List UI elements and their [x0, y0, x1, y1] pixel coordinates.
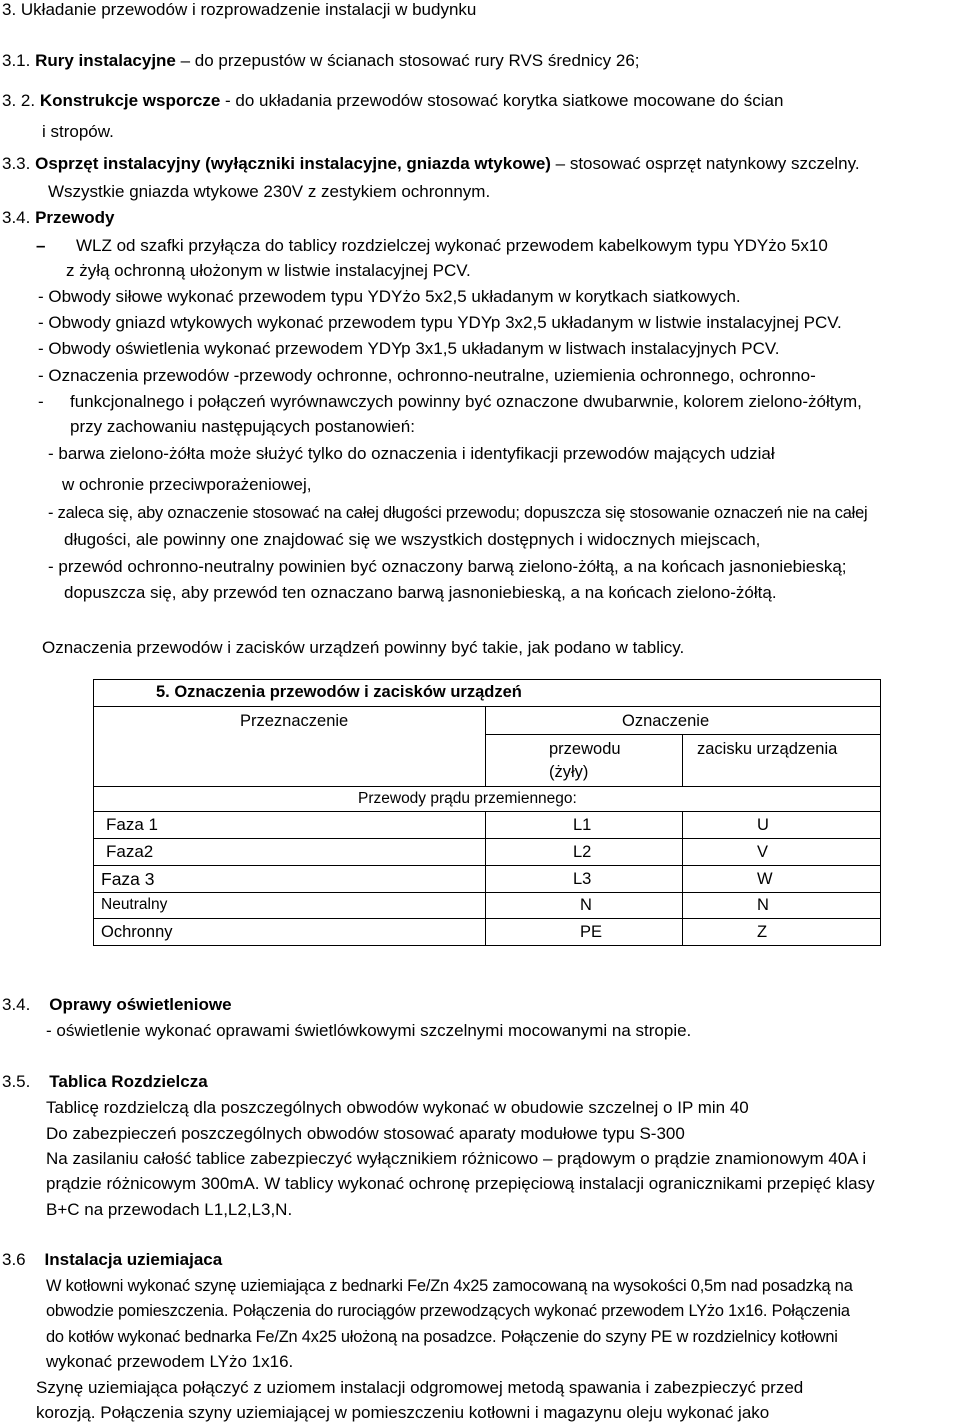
- row-wire: PE: [580, 923, 603, 941]
- section-heading: Rury instalacyjne: [35, 51, 176, 70]
- section-heading: Osprzęt instalacyjny (wyłączniki instalacyjne, gniazda wtykowe): [35, 154, 551, 173]
- text-line: korozją. Połączenia szyny uziemiającej w pomieszczeniu kotłowni i magazynu oleju wykonać jako: [36, 1403, 770, 1422]
- section-number: 3.1.: [2, 51, 31, 70]
- text-line: - Obwody oświetlenia wykonać przewodem YDYp 3x1,5 układanym w listwach instalacyjnych PCV.: [38, 339, 780, 358]
- row-term: N: [757, 896, 769, 914]
- row-name: Faza 3: [101, 869, 155, 889]
- section-3-4: [2, 208, 114, 228]
- section-3-5: [2, 1072, 208, 1092]
- col-header-zacisku: zacisku urządzenia: [697, 740, 838, 758]
- section-number: 3.5.: [2, 1072, 31, 1091]
- section-row-ac: Przewody prądu przemiennego:: [358, 790, 577, 807]
- text-line: - Obwody gniazd wtykowych wykonać przewodem typu YDYp 3x2,5 układanym w listwie instalacyjnej PCV.: [38, 313, 842, 332]
- section-text: - do układania przewodów stosować korytka siatkowe mocowane do ścian: [220, 91, 784, 110]
- section-heading: Oprawy oświetleniowe: [49, 995, 232, 1014]
- text-line: przy zachowaniu następujących postanowień:: [70, 417, 415, 436]
- row-wire: L2: [573, 843, 592, 861]
- text-line: - zaleca się, aby oznaczenie stosować na całej długości przewodu; dopuszcza się stosowanie oznaczeń nie na całej: [48, 504, 868, 522]
- section-number: 3.4.: [2, 995, 31, 1014]
- text-line: Szynę uziemiająca połączyć z uziomem instalacji odgromowej metodą spawania i zabezpieczyć przed: [36, 1378, 804, 1397]
- col-header-zyly: (żyły): [549, 763, 589, 781]
- col-header-przewodu: przewodu: [549, 740, 621, 758]
- text-line: Na zasilaniu całość tablice zabezpieczyć wyłącznikiem różnicowo – prądowym o prądzie znamionowym 40A i: [46, 1149, 867, 1168]
- text-line: dopuszcza się, aby przewód ten oznaczano barwą jasnoniebieską, a na końcach zielono-żółtą.: [64, 583, 777, 602]
- row-term: V: [757, 843, 769, 861]
- row-term: Z: [757, 923, 768, 941]
- text-line: - Obwody siłowe wykonać przewodem typu YDYżo 5x2,5 układanym w korytkach siatkowych.: [38, 287, 741, 306]
- section-3-title: 3. Układanie przewodów i rozprowadzenie instalacji w budynku: [2, 0, 477, 19]
- list-dash: -: [38, 392, 44, 411]
- col-header-przeznaczenie: Przeznaczenie: [240, 712, 349, 730]
- row-name: Ochronny: [101, 923, 173, 941]
- table-intro: Oznaczenia przewodów i zacisków urządzeń powinny być takie, jak podano w tablicy.: [42, 638, 685, 657]
- section-3-2: [2, 91, 783, 111]
- section-heading: Tablica Rozdzielcza: [49, 1072, 208, 1091]
- text-line: funkcjonalnego i połączeń wyrównawczych powinny być oznaczone dwubarwnie, kolorem zielono-żółtym,: [70, 392, 862, 411]
- section-3-2-cont: i stropów.: [42, 122, 114, 141]
- section-number: 3. 2.: [2, 91, 36, 110]
- section-3-6: [2, 1250, 222, 1270]
- section-3-3-cont: Wszystkie gniazda wtykowe 230V z zestykiem ochronnym.: [48, 182, 491, 201]
- row-wire: L1: [573, 816, 592, 834]
- text-line: - Oznaczenia przewodów -przewody ochronne, ochronno-neutralne, uziemienia ochronnego, ochronno-: [38, 366, 816, 385]
- list-dash: –: [36, 236, 46, 255]
- text-line: Do zabezpieczeń poszczególnych obwodów stosować aparaty modułowe typu S-300: [46, 1124, 685, 1143]
- row-name: Neutralny: [101, 896, 168, 913]
- section-heading: Instalacja uziemiajaca: [44, 1250, 223, 1269]
- text-line: W kotłowni wykonać szynę uziemiająca z bednarki Fe/Zn 4x25 zamocowaną na wysokości 0,5m nad posadzką na: [46, 1277, 853, 1295]
- section-3-1: [2, 51, 640, 71]
- text-line: prądzie różnicowym 300mA. W tablicy wykonać ochronę przepięciową instalacji ogranicznikami przepięć klasy: [46, 1174, 875, 1193]
- row-wire: N: [580, 896, 592, 914]
- row-term: U: [757, 816, 769, 834]
- text-line: do kotłów wykonać bednarka Fe/Zn 4x25 ułożoną na posadzce. Połączenie do szyny PE w rozdzielnicy kotłowni: [46, 1328, 838, 1346]
- row-term: W: [757, 870, 773, 888]
- text-line: długości, ale powinny one znajdować się we wszystkich dostępnych i widocznych miejscach,: [64, 530, 761, 549]
- text-line: w ochronie przeciwporażeniowej,: [62, 475, 312, 494]
- text-line: - oświetlenie wykonać oprawami świetlówkowymi szczelnymi mocowanymi na stropie.: [46, 1021, 692, 1040]
- section-text: – stosować osprzęt natynkowy szczelny.: [550, 154, 860, 173]
- text-line: wykonać przewodem LYżo 1x16.: [46, 1352, 294, 1371]
- row-name: Faza2: [106, 842, 154, 861]
- text-line: - przewód ochronno-neutralny powinien być oznaczony barwą zielono-żółtą, a na końcach jasnoniebieską;: [48, 557, 847, 576]
- text-line: obwodzie pomieszczenia. Połączenia do rurociągów przewodzących wykonać przewodem LYżo 1x16. Połączenia: [46, 1302, 850, 1320]
- section-3-4b: [2, 995, 232, 1015]
- section-number: 3.3.: [2, 154, 31, 173]
- section-text: – do przepustów w ścianach stosować rury RVS średnicy 26;: [175, 51, 640, 70]
- row-wire: L3: [573, 870, 592, 888]
- section-number: 3.6: [2, 1250, 26, 1269]
- text-line: B+C na przewodach L1,L2,L3,N.: [46, 1200, 293, 1219]
- section-heading: Konstrukcje wsporcze: [39, 91, 221, 110]
- text-line: - barwa zielono-żółta może służyć tylko do oznaczenia i identyfikacji przewodów mających udział: [48, 444, 775, 463]
- text-line: Tablicę rozdzielczą dla poszczególnych obwodów wykonać w obudowie szczelnej o IP min 40: [46, 1098, 749, 1117]
- section-heading: Przewody: [35, 208, 115, 227]
- section-number: 3.4.: [2, 208, 31, 227]
- col-header-oznaczenie: Oznaczenie: [622, 712, 710, 730]
- table-title: 5. Oznaczenia przewodów i zacisków urządzeń: [156, 683, 522, 701]
- row-name: Faza 1: [106, 815, 158, 834]
- text-line: WLZ od szafki przyłącza do tablicy rozdzielczej wykonać przewodem kabelkowym typu YDYżo 5x10: [76, 236, 828, 255]
- text-line: z żyłą ochronną ułożonym w listwie instalacyjnej PCV.: [66, 261, 471, 280]
- section-3-3: [2, 154, 860, 174]
